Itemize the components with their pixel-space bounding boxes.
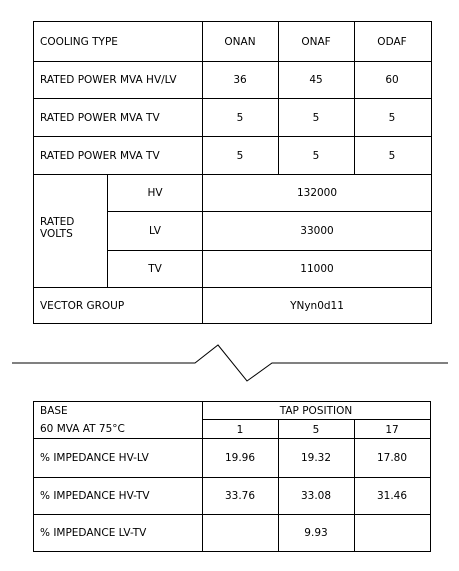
- volts-hv-value: 132000: [296, 187, 338, 199]
- volts-hv-label: HV: [147, 187, 163, 199]
- row-label-impedance-hvlv: % IMPEDANCE HV-LV: [40, 452, 149, 464]
- volts-lv-value: 33000: [300, 225, 334, 237]
- cell-imp-hvtv-tap17: 31.46: [376, 490, 408, 502]
- vector-group-value: YNyn0d11: [290, 300, 344, 312]
- row-label-impedance-lvtv: % IMPEDANCE LV-TV: [40, 527, 147, 539]
- cell-imp-hvlv-tap17: 17.80: [376, 452, 408, 464]
- cell-power-hvlv-onaf: 45: [309, 74, 323, 86]
- cooling-type-onaf: ONAF: [301, 36, 331, 48]
- tap-17: 17: [385, 424, 399, 436]
- cooling-type-odaf: ODAF: [377, 36, 407, 48]
- break-line: [12, 345, 448, 381]
- base-label: BASE: [40, 405, 68, 417]
- cell-imp-hvtv-tap1: 33.76: [224, 490, 256, 502]
- cooling-type-label: COOLING TYPE: [40, 36, 118, 48]
- volts-tv-value: 11000: [300, 263, 334, 275]
- row-label-impedance-hvtv: % IMPEDANCE HV-TV: [40, 490, 150, 502]
- cell-power-tv2-onan: 5: [236, 150, 244, 162]
- vector-group-label: VECTOR GROUP: [40, 300, 125, 312]
- volts-tv-label: TV: [148, 263, 162, 275]
- cell-power-hvlv-onan: 36: [233, 74, 247, 86]
- cell-power-tv1-onaf: 5: [312, 112, 320, 124]
- base-sub-label: 60 MVA AT 75°C: [40, 423, 125, 435]
- cell-imp-lvtv-tap5: 9.93: [304, 527, 328, 539]
- table1-border: [34, 22, 432, 324]
- cell-power-tv2-onaf: 5: [312, 150, 320, 162]
- cell-imp-hvtv-tap5: 33.08: [300, 490, 332, 502]
- cell-power-tv1-onan: 5: [236, 112, 244, 124]
- tap-5: 5: [312, 424, 320, 436]
- rated-volts-label: RATED VOLTS: [40, 216, 75, 240]
- row-label-power-tv-1: RATED POWER MVA TV: [40, 112, 160, 124]
- row-label-power-hvlv: RATED POWER MVA HV/LV: [40, 74, 177, 86]
- tap-1: 1: [236, 424, 244, 436]
- tap-position-label: TAP POSITION: [279, 405, 353, 417]
- cooling-type-onan: ONAN: [224, 36, 256, 48]
- cell-imp-hvlv-tap1: 19.96: [224, 452, 256, 464]
- cell-power-tv1-odaf: 5: [388, 112, 396, 124]
- cell-power-hvlv-odaf: 60: [385, 74, 399, 86]
- row-label-power-tv-2: RATED POWER MVA TV: [40, 150, 160, 162]
- cell-power-tv2-odaf: 5: [388, 150, 396, 162]
- volts-lv-label: LV: [149, 225, 161, 237]
- cell-imp-hvlv-tap5: 19.32: [300, 452, 332, 464]
